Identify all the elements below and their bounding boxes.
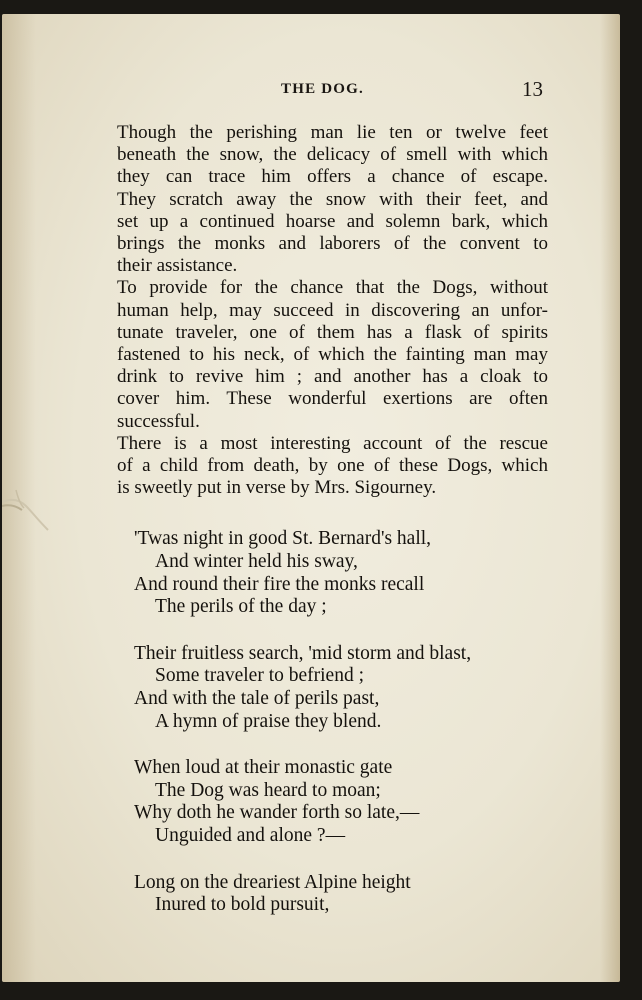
page-number: 13: [522, 77, 543, 101]
text-line: tunate traveler, one of them has a flask of spirits: [117, 321, 548, 343]
text-line: successful.: [117, 410, 200, 432]
text-line: they can trace him offers a chance of escape.: [117, 166, 548, 188]
poem-stanza-1: [117, 528, 548, 618]
binding-thread-icon: [2, 480, 54, 540]
paragraph-1: [117, 122, 548, 277]
verse-line: Their fruitless search, 'mid storm and blast,: [134, 642, 472, 664]
text-line: beneath the snow, the delicacy of smell with which: [117, 144, 548, 166]
poem-stanza-4: [117, 872, 548, 917]
text-line: brings the monks and laborers of the convent to: [117, 233, 548, 255]
running-head: THE DOG.: [281, 81, 364, 97]
text-line: To provide for the chance that the Dogs, without: [117, 277, 548, 299]
text-line: their assistance.: [117, 255, 238, 277]
poem: [117, 528, 548, 916]
verse-line: 'Twas night in good St. Bernard's hall,: [134, 528, 432, 550]
verse-line: The perils of the day ;: [155, 596, 327, 618]
verse-line: When loud at their monastic gate: [134, 757, 393, 779]
verse-line: The Dog was heard to moan;: [155, 779, 381, 801]
page-text: [117, 122, 548, 941]
verse-line: Inured to bold pursuit,: [155, 894, 330, 916]
text-line: fastened to his neck, of which the fainting man may: [117, 344, 548, 366]
book-page: [2, 14, 620, 982]
verse-line: Some traveler to befriend ;: [155, 665, 365, 687]
verse-line: Unguided and alone ?—: [155, 824, 346, 846]
text-line: Though the perishing man lie ten or twelve feet: [117, 122, 548, 143]
text-line: is sweetly put in verse by Mrs. Sigourney.: [117, 477, 437, 499]
verse-line: And with the tale of perils past,: [134, 688, 380, 710]
poem-stanza-2: [117, 643, 548, 733]
verse-line: And round their fire the monks recall: [134, 573, 425, 595]
text-line: set up a continued hoarse and solemn bark, which: [117, 210, 548, 232]
paragraph-3: [107, 433, 548, 500]
paragraph-2: [107, 277, 548, 432]
text-line: of a child from death, by one of these Dogs, which: [117, 455, 548, 477]
verse-line: Why doth he wander forth so late,—: [134, 802, 420, 824]
text-line: They scratch away the snow with their feet, and: [117, 188, 548, 210]
text-line: cover him. These wonderful exertions are often: [117, 388, 548, 410]
verse-line: And winter held his sway,: [155, 551, 358, 573]
text-line: There is a most interesting account of the rescue: [117, 432, 548, 454]
verse-line: Long on the dreariest Alpine height: [134, 871, 411, 893]
verse-line: A hymn of praise they blend.: [155, 710, 382, 732]
poem-stanza-3: [117, 757, 548, 847]
text-line: drink to revive him ; and another has a cloak to: [117, 366, 548, 388]
text-line: human help, may succeed in discovering an unfor-: [117, 299, 548, 321]
